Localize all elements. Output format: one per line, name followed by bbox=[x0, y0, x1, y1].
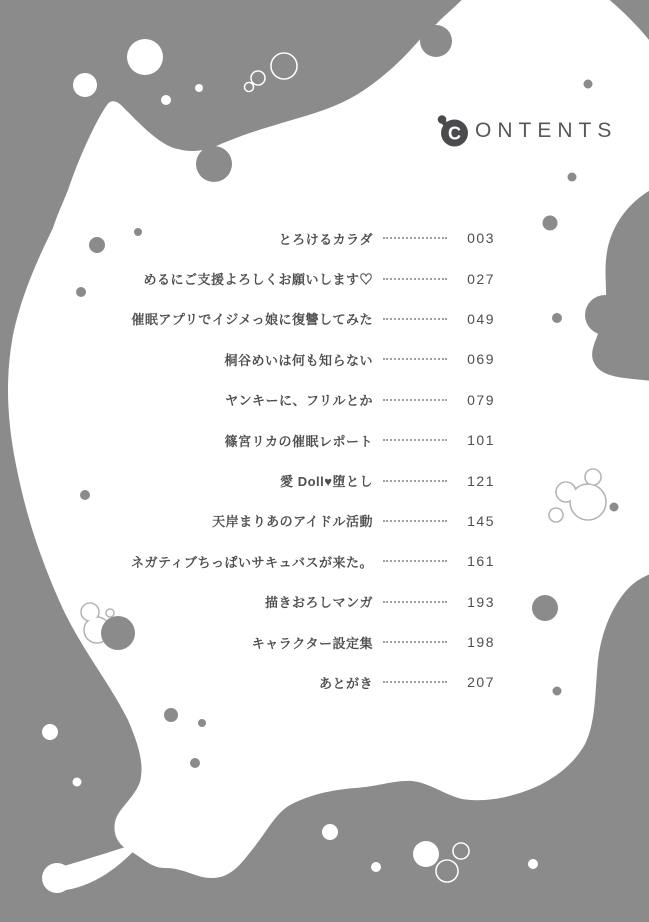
toc-entry bbox=[100, 420, 495, 460]
page-title bbox=[436, 110, 617, 150]
toc-entry-title: とろけるカラダ bbox=[278, 231, 373, 247]
toc-entry bbox=[100, 662, 495, 702]
toc-entry bbox=[100, 501, 495, 541]
toc-entry bbox=[100, 622, 495, 662]
toc-entry-page: 049 bbox=[467, 310, 495, 327]
toc-entry-page: 069 bbox=[467, 351, 495, 368]
dotted-leader bbox=[383, 439, 447, 441]
toc-entry bbox=[100, 460, 495, 500]
toc-entry bbox=[100, 218, 495, 258]
page-title-text: ONTENTS bbox=[475, 119, 618, 142]
dotted-leader bbox=[383, 601, 447, 603]
toc-entry bbox=[100, 258, 495, 298]
toc-entry bbox=[100, 299, 495, 339]
toc-entry bbox=[100, 380, 495, 420]
dotted-leader bbox=[383, 358, 447, 360]
toc-entry bbox=[100, 339, 495, 379]
dotted-leader bbox=[383, 641, 447, 643]
toc-entry bbox=[100, 582, 495, 622]
toc-entry-title: ヤンキーに、フリルとか bbox=[225, 393, 373, 409]
contents-c-badge-icon bbox=[436, 111, 470, 149]
toc-entry-page: 145 bbox=[467, 512, 495, 529]
toc-entry bbox=[100, 541, 495, 581]
dotted-leader bbox=[383, 399, 447, 401]
toc-entry-title: ネガティブちっぱいサキュバスが来た。 bbox=[131, 554, 373, 570]
toc-entry-page: 161 bbox=[467, 553, 495, 570]
svg-text:C: C bbox=[448, 123, 461, 144]
toc-entry-page: 027 bbox=[467, 270, 495, 287]
toc-entry-page: 121 bbox=[467, 472, 495, 489]
toc-entry-page: 207 bbox=[467, 674, 495, 691]
edge-notch-dot bbox=[196, 146, 232, 182]
toc-entry-title: キャラクター設定集 bbox=[251, 635, 373, 651]
dotted-leader bbox=[383, 278, 447, 280]
outline-blob-top-left bbox=[245, 53, 298, 92]
outline-blob-bottom-center bbox=[436, 843, 469, 882]
toc-entry-title: 描きおろしマンガ bbox=[264, 595, 373, 611]
comet-droplet bbox=[42, 841, 143, 893]
dotted-leader bbox=[383, 480, 447, 482]
toc-entry-title: 篠宮リカの催眠レポート bbox=[224, 433, 373, 449]
dotted-leader bbox=[383, 681, 447, 683]
toc-entry-title: 桐谷めいは何も知らない bbox=[224, 352, 373, 368]
toc-entry-title: めるにご支援よろしくお願いします♡ bbox=[143, 272, 373, 288]
dotted-leader bbox=[383, 560, 447, 562]
toc-entry-page: 198 bbox=[467, 634, 495, 651]
dotted-leader bbox=[383, 520, 447, 522]
dotted-leader bbox=[383, 318, 447, 320]
toc-entry-title: 愛 Doll♥堕とし bbox=[280, 474, 373, 490]
toc-entry-page: 193 bbox=[467, 593, 495, 610]
toc-entry-page: 101 bbox=[467, 432, 495, 449]
toc-entry-title: 天岸まりあのアイドル活動 bbox=[212, 514, 373, 530]
toc-entry-page: 003 bbox=[467, 230, 495, 247]
toc-entry-page: 079 bbox=[467, 391, 495, 408]
dotted-leader bbox=[383, 237, 447, 239]
toc-entry-title: 催眠アプリでイジメっ娘に復讐してみた bbox=[131, 312, 373, 328]
toc-entry-title: あとがき bbox=[318, 675, 373, 691]
toc-list bbox=[100, 218, 495, 703]
